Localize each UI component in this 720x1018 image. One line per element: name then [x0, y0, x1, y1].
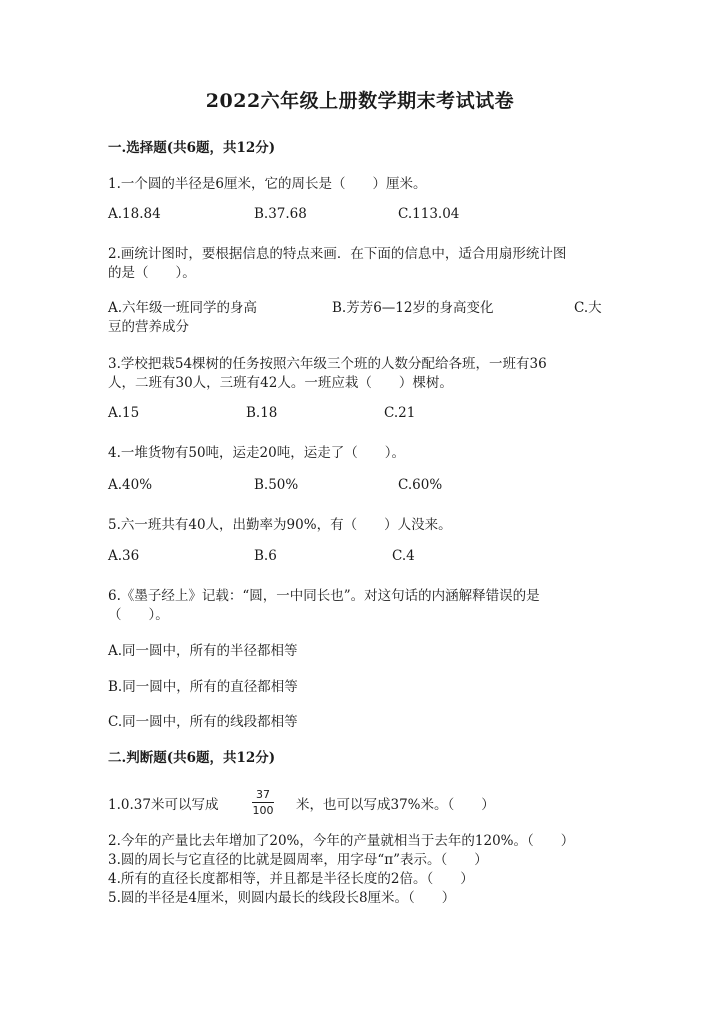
question-2-text-line-2: 的是（ ）。 — [108, 265, 196, 281]
judge-1-text-before: 1.0.37米可以写成 — [108, 797, 219, 813]
question-6-text-line-2: （ ）。 — [108, 607, 169, 623]
question-3-text-line-1: 3.学校把栽54棵树的任务按照六年级三个班的人数分配给各班，一班有36 — [108, 356, 547, 372]
judge-4-text: 4.所有的直径长度都相等，并且都是半径长度的2倍。（ ） — [108, 871, 474, 887]
question-3-option-a: A.15 — [108, 405, 140, 421]
fraction-denominator: 100 — [252, 804, 274, 817]
question-2-option-a: A.六年级一班同学的身高 — [108, 300, 258, 316]
fraction-bar — [252, 802, 274, 803]
judge-3-text: 3.圆的周长与它直径的比就是圆周率，用字母“π”表示。（ ） — [108, 852, 488, 868]
question-6-text-line-1: 6.《墨子经上》记载：“圆，一中同长也”。对这句话的内涵解释错误的是 — [108, 588, 540, 604]
question-4-option-a: A.40% — [108, 477, 153, 493]
question-5-option-c: C.4 — [392, 548, 415, 564]
question-5-text: 5.六一班共有40人，出勤率为90%，有（ ）人没来。 — [108, 517, 452, 533]
question-1-option-b: B.37.68 — [254, 206, 307, 222]
question-4-option-c: C.60% — [398, 477, 443, 493]
question-3-option-c: C.21 — [384, 405, 416, 421]
question-6-option-c: C.同一圆中，所有的线段都相等 — [108, 714, 298, 730]
question-5-option-a: A.36 — [108, 548, 140, 564]
question-4-text: 4.一堆货物有50吨，运走20吨，运走了（ ）。 — [108, 445, 405, 461]
section-2-heading: 二.判断题(共6题，共12分) — [108, 750, 276, 766]
question-5-option-b: B.6 — [254, 548, 277, 564]
question-4-option-b: B.50% — [254, 477, 299, 493]
question-2-option-c: C.大 — [574, 300, 602, 316]
judge-1-fraction — [252, 788, 274, 817]
question-2-option-c-cont: 豆的营养成分 — [108, 319, 189, 335]
section-1-heading: 一.选择题(共6题，共12分) — [108, 140, 276, 156]
exam-title: 2022六年级上册数学期末考试试卷 — [205, 90, 515, 112]
question-1-option-c: C.113.04 — [398, 206, 460, 222]
question-3-text-line-2: 人，二班有30人，三班有42人。一班应栽（ ）棵树。 — [108, 375, 453, 391]
question-6-option-b: B.同一圆中，所有的直径都相等 — [108, 679, 298, 695]
question-1-option-a: A.18.84 — [108, 206, 161, 222]
question-2-option-b: B.芳芳6—12岁的身高变化 — [332, 300, 494, 316]
question-1-text: 1.一个圆的半径是6厘米，它的周长是（ ）厘米。 — [108, 176, 427, 192]
judge-1-text-after: 米，也可以写成37%米。（ ） — [296, 797, 495, 813]
question-3-option-b: B.18 — [246, 405, 278, 421]
judge-2-text: 2.今年的产量比去年增加了20%，今年的产量就相当于去年的120%。（ ） — [108, 833, 575, 849]
judge-5-text: 5.圆的半径是4厘米，则圆内最长的线段长8厘米。（ ） — [108, 890, 456, 906]
question-2-text-line-1: 2.画统计图时，要根据信息的特点来画．在下面的信息中，适合用扇形统计图 — [108, 246, 567, 262]
question-6-option-a: A.同一圆中，所有的半径都相等 — [108, 643, 298, 659]
fraction-numerator: 37 — [256, 788, 270, 801]
